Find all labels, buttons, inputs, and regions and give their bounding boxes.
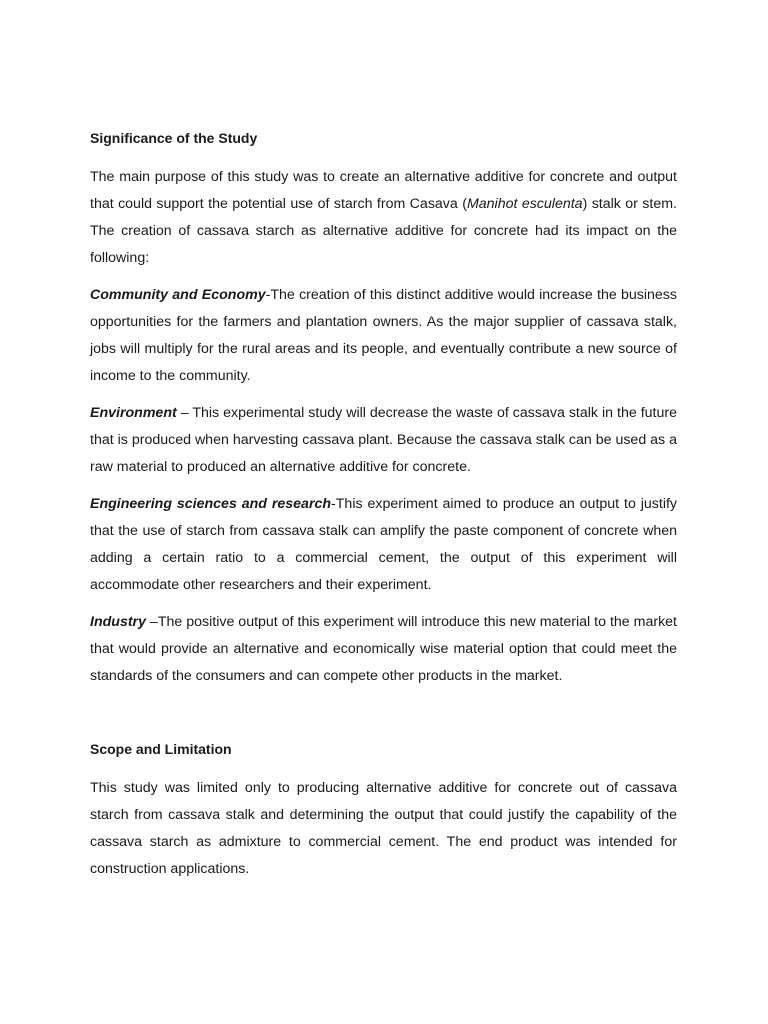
significance-intro-paragraph	[90, 164, 677, 272]
scope-heading: Scope and Limitation	[90, 741, 232, 757]
industry-paragraph	[90, 609, 677, 690]
scientific-name: Manihot esculenta	[466, 196, 583, 212]
document-content	[90, 127, 677, 893]
engineering-text: -This experiment aimed to produce an output to justify that the use of starch from cassava stalk can amplify the paste component of concrete when adding a certain ratio to a commercial cement, the output of this experiment will accommodate other researchers and their experiment.	[90, 496, 678, 593]
scope-paragraph: This study was limited only to producing alternative additive for concrete out of cassava starch from cassava stalk and determining the output that could justify the capability of the cassava starch as admixture to commercial cement. The end product was intended for construction applications.	[90, 780, 677, 877]
environment-text: – This experimental study will decrease the waste of cassava stalk in the future that is produced when harvesting cassava plant. Because the cassava stalk can be used as a raw material to produced an alternative additive for concrete.	[90, 405, 677, 475]
community-economy-paragraph	[90, 282, 677, 390]
environment-lead: Environment	[90, 405, 177, 421]
environment-paragraph	[90, 400, 677, 481]
significance-heading: Significance of the Study	[90, 130, 258, 146]
intro-text-end: ) stalk or stem. The creation of cassava starch as alternative additive for concrete had its impact on the following:	[90, 196, 677, 266]
community-economy-lead: Community and Economy	[90, 287, 266, 303]
intro-text-start: The main purpose of this study was to create an alternative additive for concrete and output that could support the potential use of starch from Casava (	[90, 169, 677, 212]
community-economy-text: -The creation of this distinct additive would increase the business opportunities for the farmers and plantation owners. As the major supplier of cassava stalk, jobs will multiply for the rural areas and its people, and eventually contribute a new source of income to the community.	[90, 287, 677, 384]
engineering-paragraph	[90, 491, 677, 599]
industry-text: –The positive output of this experiment will introduce this new material to the market that would provide an alternative and economically wise material option that could meet the standards of the consumers and can compete other products in the market.	[90, 614, 677, 684]
engineering-lead: Engineering sciences and research	[90, 496, 332, 512]
industry-lead: Industry	[90, 614, 146, 630]
section-spacer	[90, 700, 677, 738]
